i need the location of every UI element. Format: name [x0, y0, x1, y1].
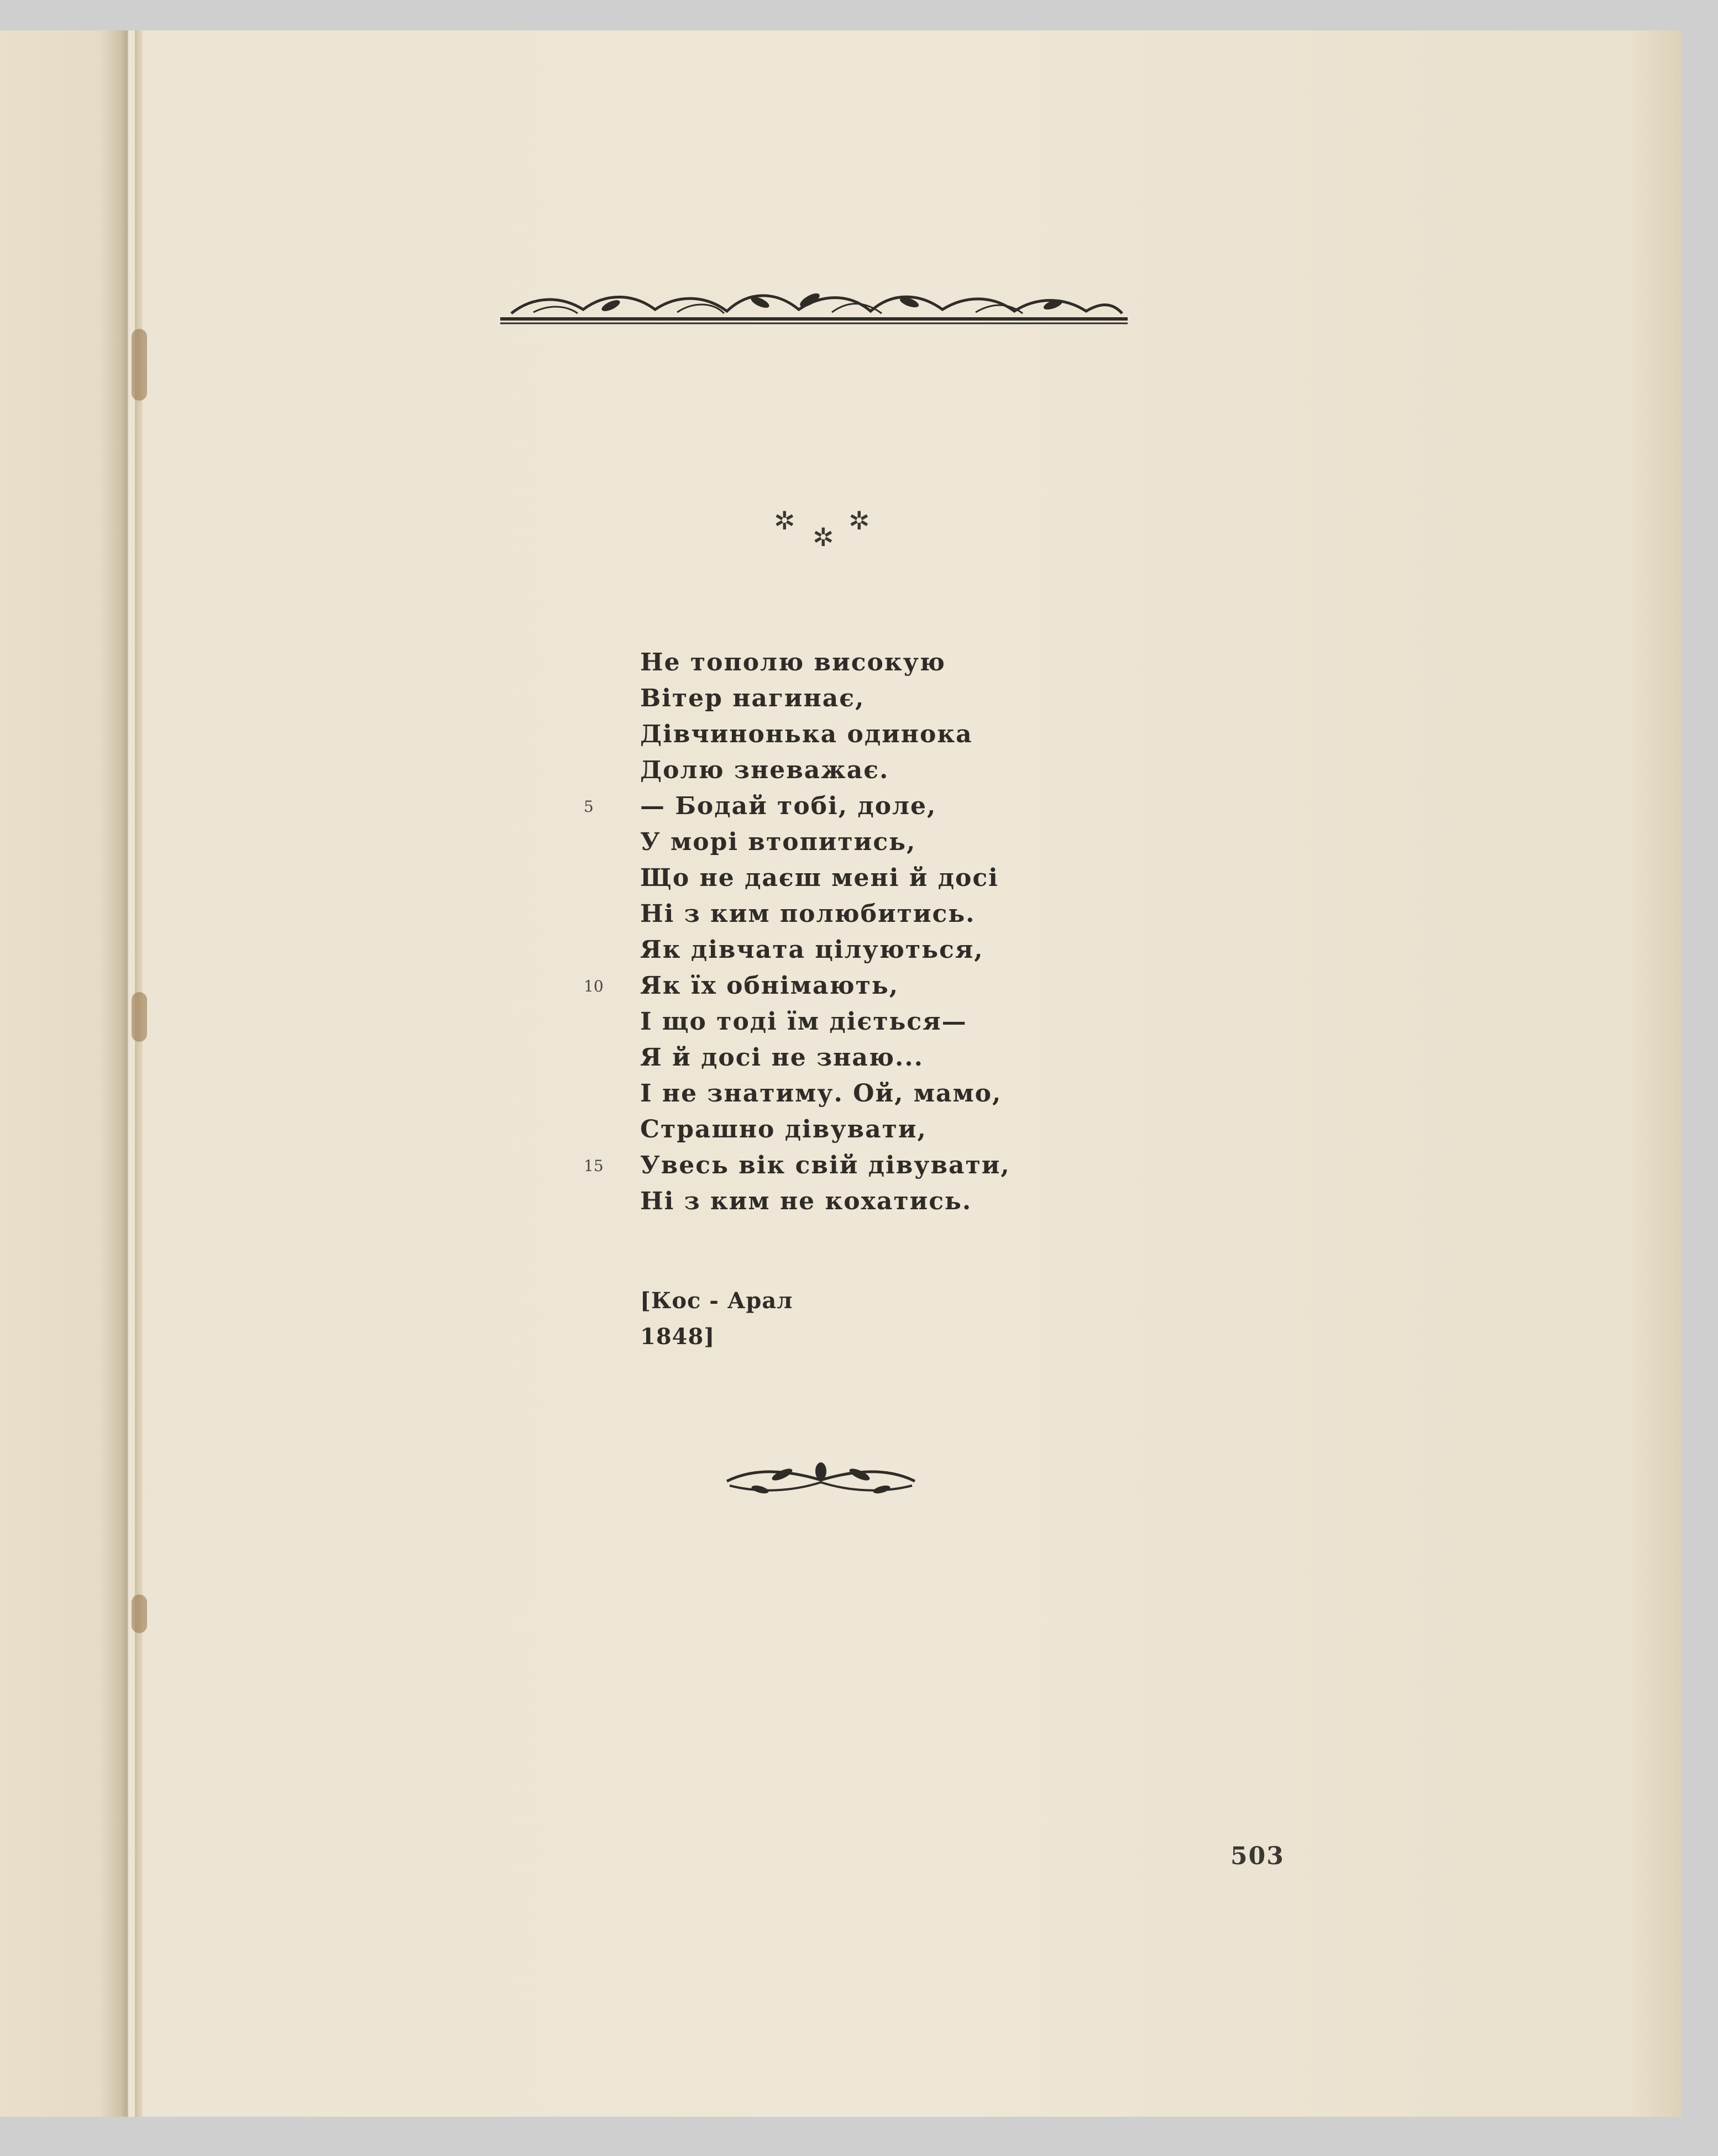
- poem-year: 1848]: [640, 1324, 715, 1350]
- poem-line: Страшно дівувати,: [640, 1115, 927, 1143]
- poem-line: У морі втопитись,: [640, 828, 916, 856]
- paper-stain: [132, 992, 147, 1042]
- poem-line: І що тоді їм діється—: [640, 1008, 967, 1036]
- ornamental-headpiece: [500, 285, 1128, 329]
- poem-line: Дівчинонька одинока: [640, 720, 973, 748]
- asterism-divider: ✲ ✲ ✲: [774, 506, 870, 552]
- ornamental-tailpiece: [721, 1459, 920, 1501]
- poem-line: Я й досі не знаю...: [640, 1043, 924, 1072]
- poem-line: Увесь вік свій дівувати,: [640, 1151, 1010, 1179]
- poem-line: Ні з ким не кохатись.: [640, 1187, 972, 1215]
- poem-line: І не знатиму. Ой, мамо,: [640, 1079, 1002, 1108]
- paper-stain: [132, 1594, 147, 1633]
- line-number: 10: [584, 977, 604, 995]
- poem-line: Не тополю високую: [640, 648, 946, 676]
- poem-line: Як їх обнімають,: [640, 972, 899, 1000]
- line-number: 5: [584, 798, 594, 816]
- poem-line: Ні з ким полюбитись.: [640, 900, 976, 928]
- poem-line: Долю зневажає.: [640, 756, 889, 784]
- facing-page-edge: [0, 30, 128, 2117]
- poem-line: Як дівчата цілуються,: [640, 936, 984, 964]
- poem-line: — Бодай тобі, доле,: [640, 792, 937, 820]
- poem-place: [Кос - Арал: [640, 1288, 793, 1314]
- book-page: [0, 30, 1682, 2117]
- line-number: 15: [584, 1157, 604, 1175]
- paper-stain: [132, 329, 147, 401]
- poem-line: Вітер нагинає,: [640, 684, 865, 712]
- poem-line: Що не даєш мені й досі: [640, 864, 999, 892]
- page-number: 503: [1230, 1842, 1285, 1870]
